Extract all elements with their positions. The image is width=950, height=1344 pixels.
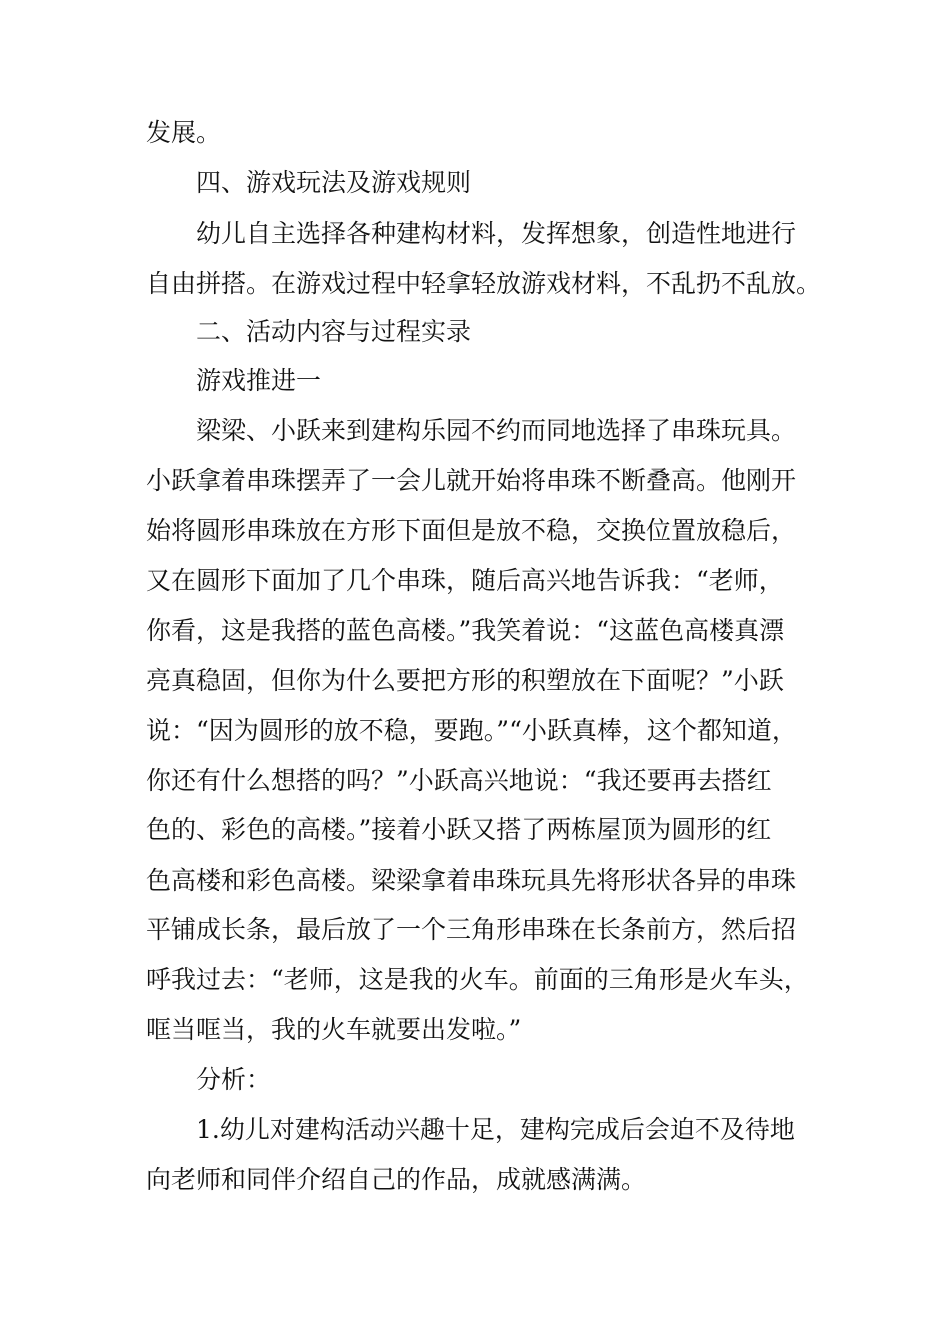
paragraph-line-14: 你还有什么想搭的吗？”小跃高兴地说：“我还要再去搭红 xyxy=(146,766,772,795)
analysis-heading: 分析： xyxy=(196,1065,272,1094)
paragraph-line-19: 哐当哐当，我的火车就要出发啦。” xyxy=(146,1015,522,1044)
analysis-point-1-line-2: 向老师和同伴介绍自己的作品，成就感满满。 xyxy=(146,1165,647,1194)
paragraph-line-13: 说：“因为圆形的放不稳，要跑。”“小跃真棒，这个都知道， xyxy=(146,716,797,745)
section-heading-game-rules: 四、游戏玩法及游戏规则 xyxy=(196,168,472,197)
paragraph-line-15: 色的、彩色的高楼。”接着小跃又搭了两栋屋顶为圆形的红 xyxy=(146,815,772,844)
paragraph-line-18: 呼我过去：“老师，这是我的火车。前面的三角形是火车头， xyxy=(146,965,809,994)
paragraph-line-11: 你看，这是我搭的蓝色高楼。”我笑着说：“这蓝色高楼真漂 xyxy=(146,616,785,645)
paragraph-line-7: 梁梁、小跃来到建构乐园不约而同地选择了串珠玩具。 xyxy=(196,416,797,445)
paragraph-line-9: 始将圆形串珠放在方形下面但是放不稳，交换位置放稳后， xyxy=(146,516,797,545)
paragraph-line-1: 发展。 xyxy=(146,118,222,147)
section-heading-activity: 二、活动内容与过程实录 xyxy=(196,317,472,346)
paragraph-line-3: 幼儿自主选择各种建构材料，发挥想象，创造性地进行 xyxy=(196,219,797,248)
paragraph-line-16: 色高楼和彩色高楼。梁梁拿着串珠玩具先将形状各异的串珠 xyxy=(146,866,797,895)
paragraph-line-8: 小跃拿着串珠摆弄了一会儿就开始将串珠不断叠高。他刚开 xyxy=(146,466,797,495)
paragraph-line-4: 自由拼搭。在游戏过程中轻拿轻放游戏材料，不乱扔不乱放。 xyxy=(146,269,822,298)
paragraph-line-12: 亮真稳固，但你为什么要把方形的积塑放在下面呢？”小跃 xyxy=(146,666,784,695)
subsection-heading-game-1: 游戏推进一 xyxy=(196,366,322,395)
analysis-point-1-line-1: 1.幼儿对建构活动兴趣十足，建构完成后会迫不及待地 xyxy=(196,1115,795,1144)
paragraph-line-10: 又在圆形下面加了几个串珠，随后高兴地告诉我：“老师， xyxy=(146,566,784,595)
paragraph-line-17: 平铺成长条，最后放了一个三角形串珠在长条前方，然后招 xyxy=(146,915,797,944)
